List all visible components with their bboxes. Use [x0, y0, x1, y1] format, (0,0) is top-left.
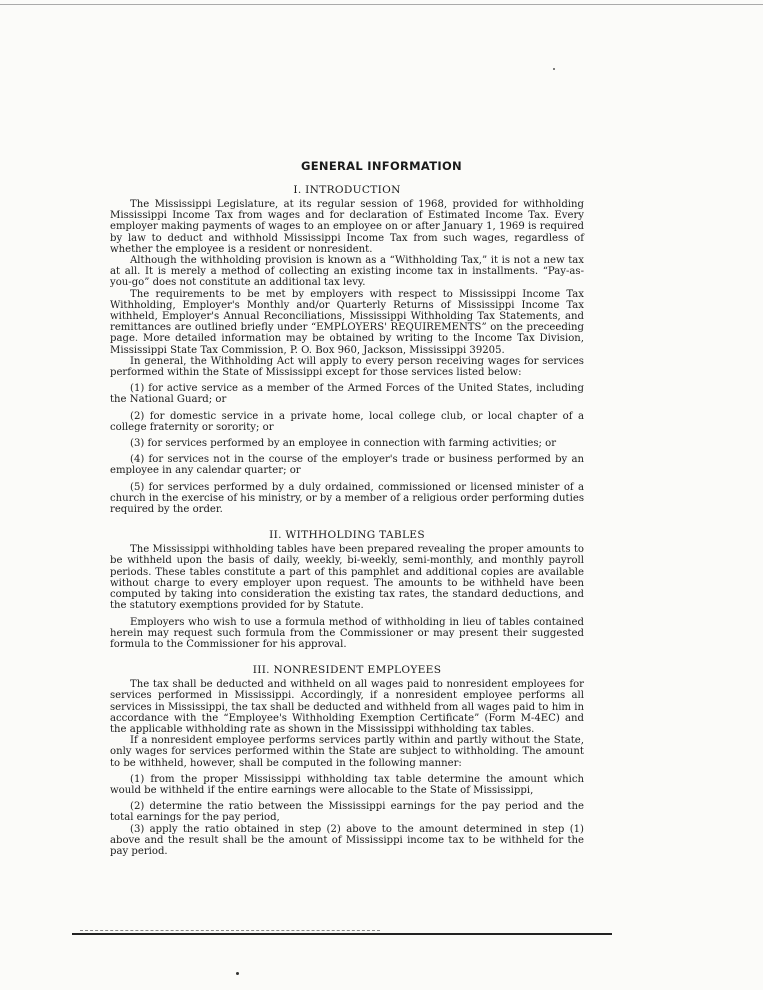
list-item: (2) determine the ratio between the Mississippi earnings for the pay period and the total earnings for the pay period, — [110, 801, 584, 824]
section-heading: I. INTRODUCTION — [293, 184, 401, 196]
bottom-rule-faint — [80, 930, 380, 931]
section-nonresident-employees — [110, 664, 584, 857]
paragraph: Although the withholding provision is known as a “Withholding Tax,” it is not a new tax at all. It is merely a method of collecting an existing income tax in installments. “Pay-as-you-go” does not constitute an additional tax levy. — [110, 255, 584, 289]
paragraph: The Mississippi withholding tables have been prepared revealing the proper amounts to be withheld upon the basis of daily, weekly, bi-weekly, semi-monthly, and monthly payroll periods. These tables constitute a part of this pamphlet and additional copies are available without charge to every employer upon request. The amounts to be withheld have been computed by taking into consideration the existing tax rates, the standard deductions, and the statutory exemptions provided for by Statute. — [110, 544, 584, 612]
list-item: (1) for active service as a member of the Armed Forces of the United States, including the National Guard; or — [110, 383, 584, 406]
list-item: (4) for services not in the course of the employer's trade or business performed by an employee in any calendar quarter; or — [110, 454, 584, 477]
paragraph: Employers who wish to use a formula method of withholding in lieu of tables contained herein may request such formula from the Commissioner or may present their suggested formula to the Commissioner for his approval. — [110, 616, 584, 650]
list-item: (1) from the proper Mississippi withholding tax table determine the amount which would be withheld if the entire earnings were allocable to the State of Mississippi, — [110, 773, 584, 796]
list-item: (2) for domestic service in a private home, local college club, or local chapter of a college fraternity or sorority; or — [110, 410, 584, 433]
list-item: (3) for services performed by an employee in connection with farming activities; or — [130, 438, 557, 450]
list-item: (5) for services performed by a duly ordained, commissioned or licensed minister of a church in the exercise of his ministry, or by a member of a religious order performing duties required by the order. — [110, 481, 584, 516]
scan-dot — [236, 972, 239, 975]
page-title: GENERAL INFORMATION — [301, 159, 462, 173]
section-introduction — [110, 184, 584, 515]
top-edge-rule — [0, 4, 763, 5]
scan-speck — [553, 68, 555, 70]
list-item: (3) apply the ratio obtained in step (2) above to the amount determined in step (1) above and the result shall be the amount of Mississippi income tax to be withheld for the pay period. — [110, 823, 584, 857]
document-body — [110, 184, 584, 857]
paragraph: In general, the Withholding Act will apply to every person receiving wages for services performed within the State of Mississippi except for those services listed below: — [110, 355, 584, 379]
section-heading: III. NONRESIDENT EMPLOYEES — [252, 664, 442, 677]
section-withholding-tables — [110, 529, 584, 650]
bottom-rule — [72, 933, 612, 935]
paragraph: If a nonresident employee performs services partly within and partly without the State, only wages for services performed within the State are subject to withholding. The amount to be withheld, however, shall be computed in the following manner: — [110, 735, 584, 769]
paragraph: The Mississippi Legislature, at its regular session of 1968, provided for withholding Mississippi Income Tax from wages and for declaration of Estimated Income Tax. Every employer making payments of wages to an employee on or after January 1, 1969 is required by law to deduct and withhold Mississippi Income Tax from such wages, regardless of whether the employee is a resident or nonresident. — [110, 199, 584, 255]
section-heading: II. WITHHOLDING TABLES — [269, 529, 425, 542]
paragraph: The requirements to be met by employers with respect to Mississippi Income Tax Withholding, Employer's Monthly and/or Quarterly Returns of Mississippi Income Tax withheld, Employer's Annual Reconciliations, Mississippi Withholding Tax Statements, and remittances are outlined briefly under “EMPLOYERS' REQUIREMENTS” on the preceeding page. More detailed information may be obtained by writing to the Income Tax Division, Mississippi State Tax Commission, P. O. Box 960, Jackson, Mississippi 39205. — [110, 288, 584, 356]
paragraph: The tax shall be deducted and withheld on all wages paid to nonresident employees for services performed in Mississippi. Accordingly, if a nonresident employee performs all services in Mississippi, the tax shall be deducted and withheld from all wages paid to him in accordance with the “Employee's Withholding Exemption Certificate” (Form M-4EC) and the applicable withholding rate as shown in the Mississippi withholding tax tables. — [110, 679, 584, 735]
